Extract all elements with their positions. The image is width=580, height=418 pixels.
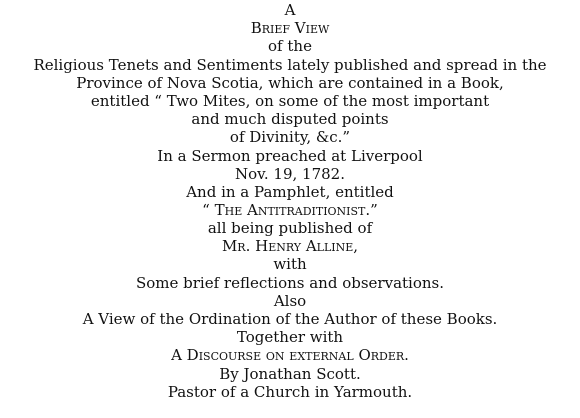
title-line-author-name: Mr. Henry Alline, [221, 237, 359, 255]
title-line-discourse: A Discourse on external Order. [171, 346, 409, 364]
title-heading: Brief View [250, 19, 330, 37]
title-line-disputed-points: and much disputed points [191, 110, 389, 128]
title-line-two-mites: entitled “ Two Mites, on some of the most important [90, 92, 490, 110]
title-line-pamphlet: And in a Pamphlet, entitled [186, 183, 394, 201]
title-article: A [284, 1, 296, 19]
title-line-nova-scotia: Province of Nova Scotia, which are contained in a Book, [76, 74, 504, 92]
title-line-divinity: of Divinity, &c.” [229, 128, 351, 146]
title-line-also: Also [273, 292, 307, 310]
title-line-pastor: Pastor of a Church in Yarmouth. [167, 383, 413, 401]
title-line-ordination: A View of the Ordination of the Author of these Books. [82, 310, 498, 328]
title-line-with: with [273, 255, 307, 273]
title-line-antitraditionist: “ The Antitraditionist.” [202, 201, 378, 219]
title-line-all-published: all being published of [207, 219, 373, 237]
title-line-date: Nov. 19, 1782. [235, 165, 345, 183]
title-line-byline: By Jonathan Scott. [219, 365, 361, 383]
title-line-sermon: In a Sermon preached at Liverpool [157, 147, 423, 165]
title-line-together-with: Together with [236, 328, 344, 346]
title-line-of-the: of the [268, 37, 312, 55]
title-line-reflections: Some brief reflections and observations. [135, 274, 444, 292]
title-line-religious-tenets: Religious Tenets and Sentiments lately published and spread in the [33, 56, 547, 74]
